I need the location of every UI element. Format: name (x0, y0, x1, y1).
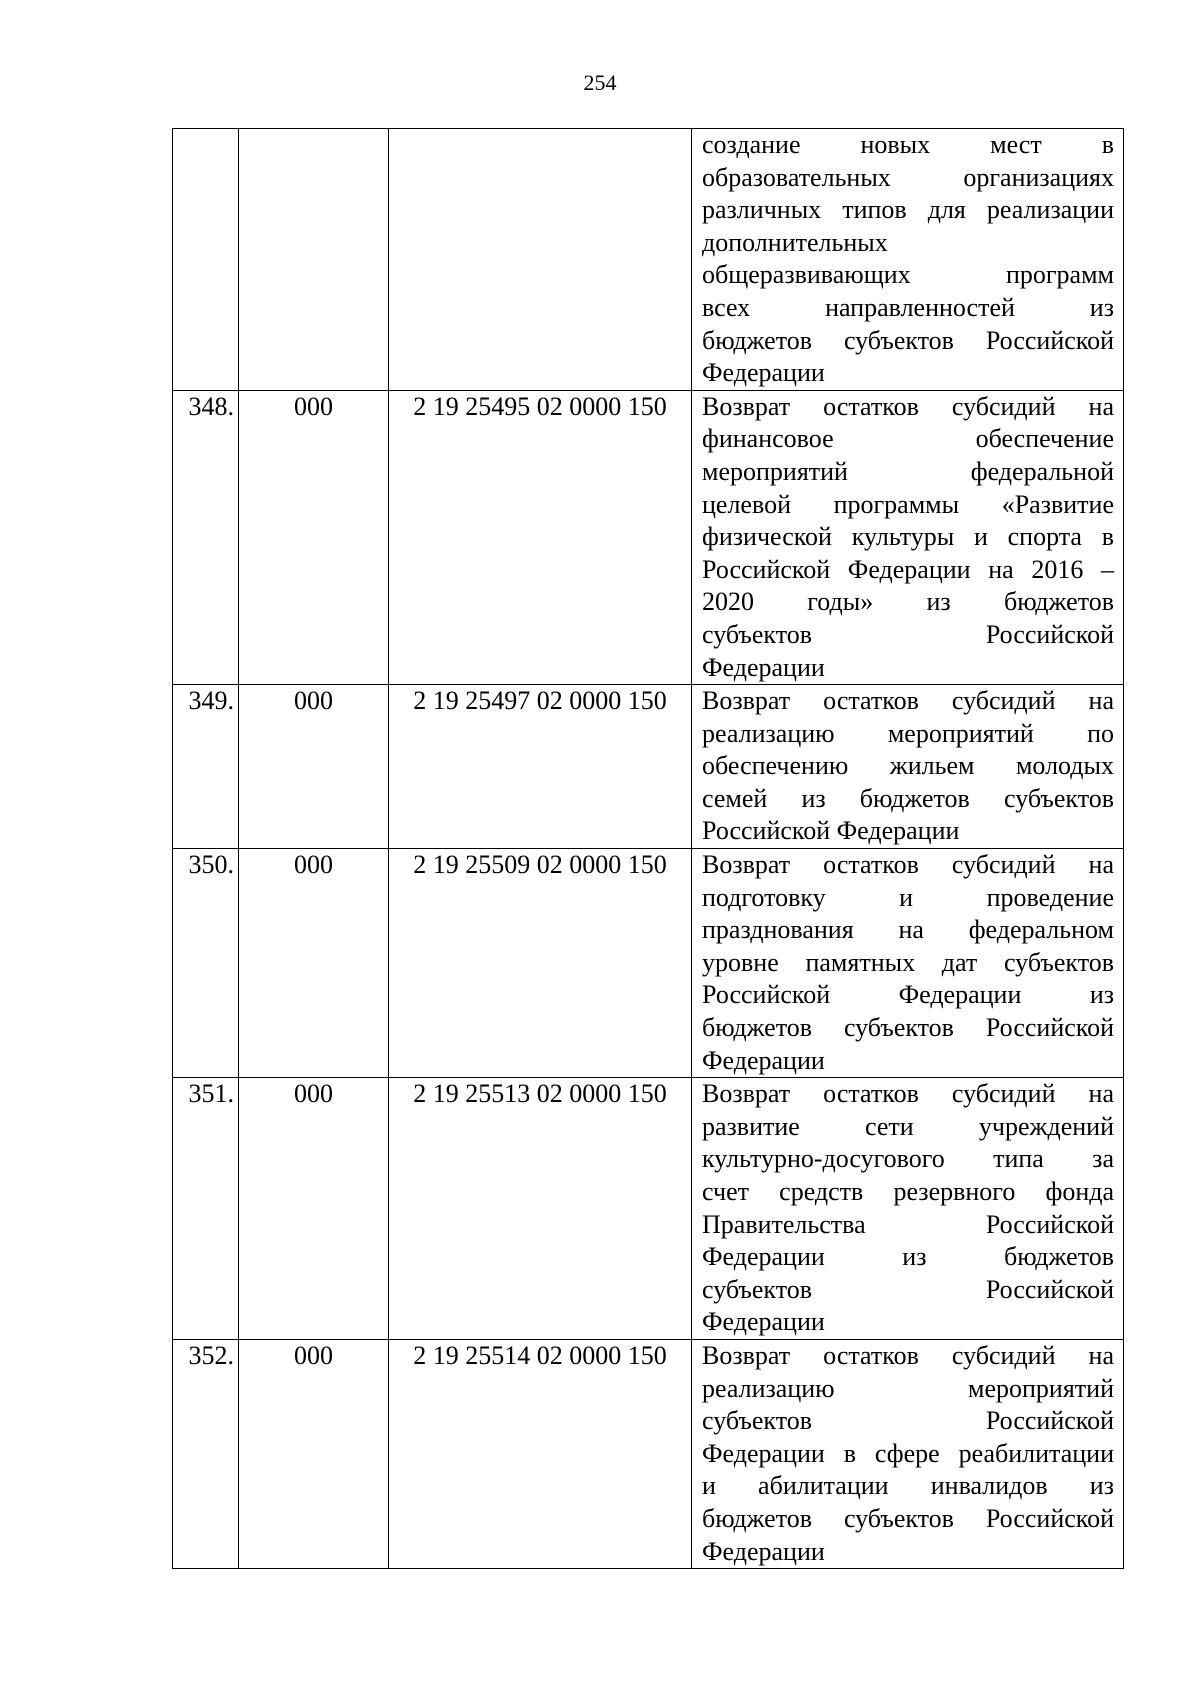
description-line: всех направленностей из (702, 292, 1114, 322)
description-line: бюджетов субъектов Российской (702, 325, 1114, 355)
table-row (173, 390, 1124, 684)
budget-codes-table (172, 128, 1124, 1569)
table-row (173, 1078, 1124, 1340)
description-line: 2020 годы» из бюджетов (702, 587, 1114, 617)
description-line: субъектов Российской (702, 1406, 1114, 1436)
administrator-code: 000 (239, 849, 389, 1078)
description-line: целевой программы «Развитие (702, 489, 1114, 519)
description-line: создание новых мест в (702, 130, 1114, 159)
description-line: обеспечению жильем молодых (702, 751, 1114, 781)
row-number: 352. (173, 1339, 239, 1568)
description-line: различных типов для реализации (702, 195, 1114, 225)
description-line: подготовку и проведение (702, 882, 1114, 912)
administrator-code: 000 (239, 685, 389, 849)
description-line: мероприятий федеральной (702, 456, 1114, 486)
budget-classification-code: 2 19 25514 02 0000 150 (389, 1339, 692, 1568)
budget-classification-code: 2 19 25497 02 0000 150 (389, 685, 692, 849)
description-line: Российской Федерации на 2016 – (702, 554, 1114, 584)
table-row (173, 849, 1124, 1078)
administrator-code: 000 (239, 390, 389, 684)
row-number: 351. (173, 1078, 239, 1340)
description-line: бюджетов субъектов Российской (702, 1503, 1114, 1533)
description-line: Возврат остатков субсидий на (702, 391, 1114, 421)
budget-classification-code: 2 19 25509 02 0000 150 (389, 849, 692, 1078)
description-line: Возврат остатков субсидий на (702, 686, 1114, 716)
description-line: дополнительных (702, 227, 888, 257)
budget-classification-code (389, 129, 692, 391)
description-line: Возврат остатков субсидий на (702, 850, 1114, 880)
description-line: субъектов Российской (702, 1274, 1114, 1304)
row-number: 349. (173, 685, 239, 849)
income-description (692, 129, 1124, 391)
table-body (173, 129, 1124, 1569)
administrator-code (239, 129, 389, 391)
description-line: Правительства Российской (702, 1209, 1114, 1239)
description-line: субъектов Российской (702, 619, 1114, 649)
budget-classification-code: 2 19 25495 02 0000 150 (389, 390, 692, 684)
description-line: счет средств резервного фонда (702, 1177, 1114, 1206)
table-row (173, 129, 1124, 391)
table-row (173, 1339, 1124, 1568)
budget-classification-code: 2 19 25513 02 0000 150 (389, 1078, 692, 1340)
description-line: образовательных организациях (702, 162, 1114, 192)
description-line: Федерации (702, 652, 825, 682)
description-line: бюджетов субъектов Российской (702, 1013, 1114, 1043)
description-line: Федерации в сфере реабилитации (702, 1438, 1114, 1468)
description-line: семей из бюджетов субъектов (702, 783, 1114, 813)
description-line: реализацию мероприятий по (702, 718, 1114, 748)
administrator-code: 000 (239, 1078, 389, 1340)
row-number: 348. (173, 390, 239, 684)
description-line: Федерации из бюджетов (702, 1242, 1114, 1272)
description-line: Российской Федерации (702, 816, 960, 846)
page-number: 254 (583, 70, 617, 95)
income-description (692, 390, 1124, 684)
description-line: Федерации (702, 358, 825, 388)
description-line: и абилитации инвалидов из (702, 1471, 1114, 1501)
description-line: Возврат остатков субсидий на (702, 1340, 1114, 1370)
description-line: финансовое обеспечение (702, 424, 1114, 454)
description-line: Федерации (702, 1536, 825, 1566)
income-description (692, 849, 1124, 1078)
table-row (173, 685, 1124, 849)
row-number (173, 129, 239, 391)
income-description (692, 1078, 1124, 1340)
row-number: 350. (173, 849, 239, 1078)
description-line: Российской Федерации из (702, 980, 1114, 1010)
description-line: Федерации (702, 1307, 825, 1337)
description-line: Федерации (702, 1045, 825, 1075)
description-line: физической культуры и спорта в (702, 522, 1114, 552)
description-line: празднования на федеральном (702, 915, 1114, 945)
description-line: развитие сети учреждений (702, 1111, 1114, 1141)
administrator-code: 000 (239, 1339, 389, 1568)
description-line: уровне памятных дат субъектов (702, 947, 1114, 977)
description-line: Возврат остатков субсидий на (702, 1079, 1114, 1109)
description-line: реализацию мероприятий (702, 1373, 1114, 1403)
income-description (692, 1339, 1124, 1568)
description-line: культурно-досугового типа за (702, 1144, 1114, 1174)
income-description (692, 685, 1124, 849)
description-line: общеразвивающих программ (702, 260, 1114, 290)
